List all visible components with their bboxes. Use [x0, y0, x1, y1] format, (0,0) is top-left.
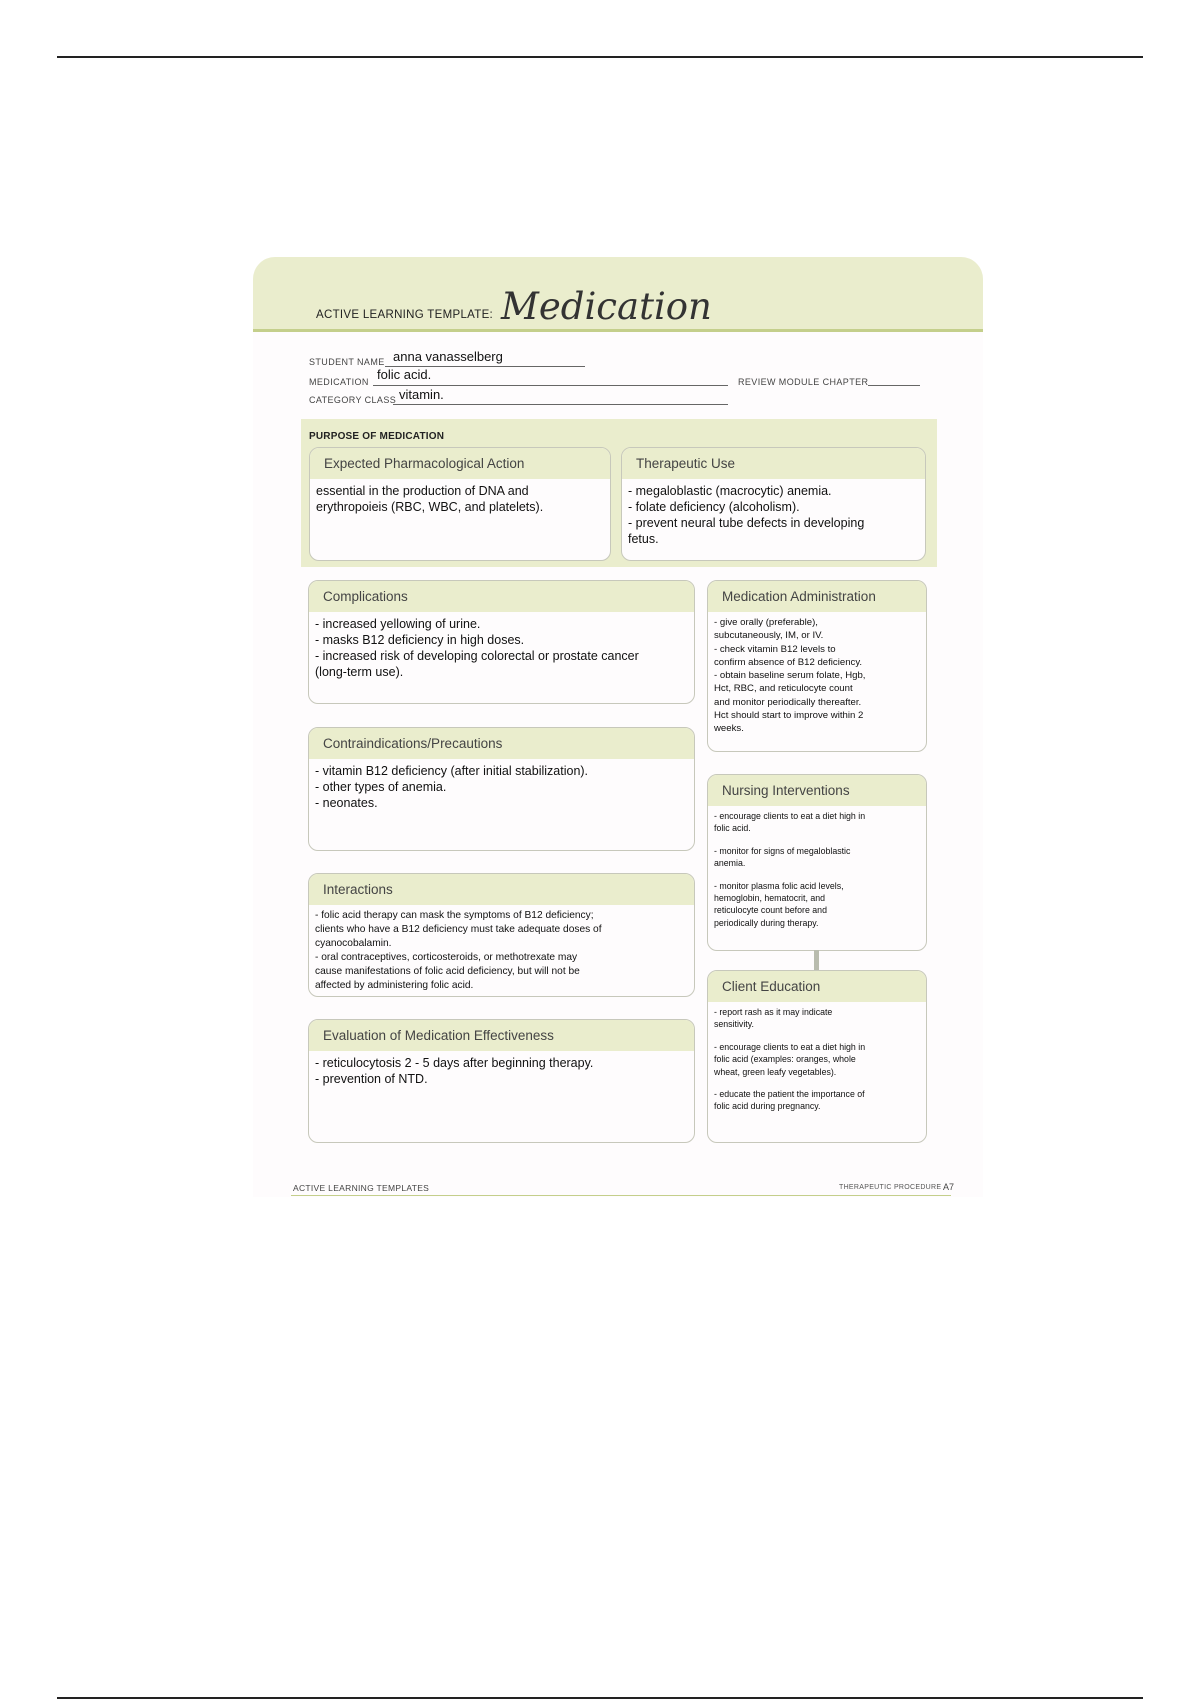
administration-line: - obtain baseline serum folate, Hgb, [714, 670, 866, 682]
expected-action-line: erythropoieis (RBC, WBC, and platelets). [316, 500, 544, 514]
nursing-heading: Nursing Interventions [708, 775, 926, 806]
administration-line: - check vitamin B12 levels to [714, 643, 836, 655]
administration-heading: Medication Administration [708, 581, 926, 612]
complications-body [309, 612, 694, 684]
expected-action-box [309, 447, 611, 561]
box-connector [814, 950, 819, 970]
footer-label: ACTIVE LEARNING TEMPLATES [293, 1183, 430, 1193]
expected-action-heading: Expected Pharmacological Action [310, 448, 610, 479]
administration-line: and monitor periodically thereafter. [714, 696, 862, 708]
interactions-line: - folic acid therapy can mask the symptoms of B12 deficiency; [315, 910, 594, 921]
nursing-interventions-box [707, 774, 927, 951]
interactions-line: cyanocobalamin. [315, 938, 392, 949]
complications-line: - increased risk of developing colorectal or prostate cancer [315, 649, 639, 663]
contraindications-body [309, 759, 694, 815]
template-label: ACTIVE LEARNING TEMPLATE: [316, 309, 494, 321]
nursing-line: - encourage clients to eat a diet high in [714, 811, 866, 821]
therapeutic-use-box [621, 447, 926, 561]
nursing-body [708, 806, 926, 933]
nursing-line: folic acid. [714, 823, 751, 834]
client-education-box [707, 970, 927, 1143]
administration-line: - give orally (preferable), [714, 617, 818, 628]
footer-page-number: A7 [943, 1182, 955, 1192]
administration-box [707, 580, 927, 752]
evaluation-heading: Evaluation of Medication Effectiveness [309, 1020, 694, 1051]
education-body [708, 1002, 926, 1117]
review-module-label: REVIEW MODULE CHAPTER [738, 377, 869, 387]
interactions-line: clients who have a B12 deficiency must take adequate doses of [315, 924, 602, 935]
interactions-body [309, 905, 694, 997]
footer-rule [291, 1195, 951, 1196]
education-line: folic acid (examples: oranges, whole [714, 1054, 856, 1065]
contraindications-box [308, 727, 695, 851]
interactions-line: cause manifestations of folic acid deficiency, but will not be [315, 966, 580, 977]
complications-line: - masks B12 deficiency in high doses. [315, 633, 525, 647]
therapeutic-use-line: - megaloblastic (macrocytic) anemia. [628, 484, 832, 498]
administration-line: subcutaneously, IM, or IV. [714, 630, 824, 642]
interactions-heading: Interactions [309, 874, 694, 905]
nursing-line: - monitor for signs of megaloblastic [714, 845, 851, 856]
education-line: - encourage clients to eat a diet high in [714, 1041, 866, 1052]
administration-line: confirm absence of B12 deficiency. [714, 656, 863, 668]
therapeutic-use-heading: Therapeutic Use [622, 448, 925, 479]
complications-line: (long-term use). [315, 665, 404, 679]
nursing-line: reticulocyte count before and [714, 905, 827, 916]
administration-line: Hct should start to improve within 2 [714, 710, 864, 722]
education-line: sensitivity. [714, 1019, 754, 1030]
medication-line [373, 385, 728, 386]
category-class-label: CATEGORY CLASS [309, 395, 397, 405]
therapeutic-use-line: fetus. [628, 532, 659, 546]
therapeutic-use-line: - folate deficiency (alcoholism). [628, 500, 800, 514]
education-heading: Client Education [708, 971, 926, 1002]
footer-section-label: THERAPEUTIC PROCEDURE [839, 1184, 942, 1191]
contraindications-line: - neonates. [315, 796, 378, 810]
nursing-line: anemia. [714, 858, 746, 869]
nursing-line: periodically during therapy. [714, 917, 819, 928]
student-name-label: STUDENT NAME [309, 357, 385, 367]
therapeutic-use-body [622, 479, 925, 551]
contraindications-heading: Contraindications/Precautions [309, 728, 694, 759]
education-line: - educate the patient the importance of [714, 1089, 865, 1100]
category-class-line [393, 404, 728, 405]
administration-line: Hct, RBC, and reticulocyte count [714, 683, 853, 695]
student-name-value[interactable]: anna vanasselberg [393, 349, 503, 364]
top-rule [57, 56, 1143, 58]
complications-heading: Complications [309, 581, 694, 612]
expected-action-line: essential in the production of DNA and [316, 484, 529, 498]
administration-line: weeks. [714, 723, 744, 735]
education-line: wheat, green leafy vegetables). [714, 1066, 837, 1077]
medication-label: MEDICATION [309, 377, 369, 387]
education-line: - report rash as it may indicate [714, 1007, 833, 1017]
template-title: Medication [501, 285, 712, 328]
expected-action-body [310, 479, 610, 519]
interactions-line: affected by administering folic acid. [315, 980, 474, 991]
administration-body [708, 612, 926, 740]
template-header [253, 257, 983, 332]
evaluation-body [309, 1051, 694, 1091]
nursing-line: - monitor plasma folic acid levels, [714, 880, 844, 891]
review-module-line[interactable] [868, 385, 920, 386]
evaluation-line: - prevention of NTD. [315, 1072, 428, 1086]
bottom-rule [57, 1697, 1143, 1699]
contraindications-line: - other types of anemia. [315, 780, 447, 794]
evaluation-box [308, 1019, 695, 1143]
interactions-box [308, 873, 695, 997]
medication-template-sheet [253, 257, 983, 1197]
category-class-value[interactable]: vitamin. [399, 387, 444, 402]
medication-value[interactable]: folic acid. [377, 367, 432, 382]
therapeutic-use-line: - prevent neural tube defects in developing [628, 516, 865, 530]
education-line: folic acid during pregnancy. [714, 1101, 821, 1112]
contraindications-line: - vitamin B12 deficiency (after initial stabilization). [315, 764, 589, 778]
nursing-line: hemoglobin, hematocrit, and [714, 893, 826, 904]
complications-box [308, 580, 695, 704]
complications-line: - increased yellowing of urine. [315, 617, 481, 631]
evaluation-line: - reticulocytosis 2 - 5 days after beginning therapy. [315, 1056, 594, 1070]
purpose-title: PURPOSE OF MEDICATION [309, 431, 445, 442]
interactions-line: - oral contraceptives, corticosteroids, or methotrexate may [315, 952, 578, 963]
purpose-section [301, 419, 937, 567]
